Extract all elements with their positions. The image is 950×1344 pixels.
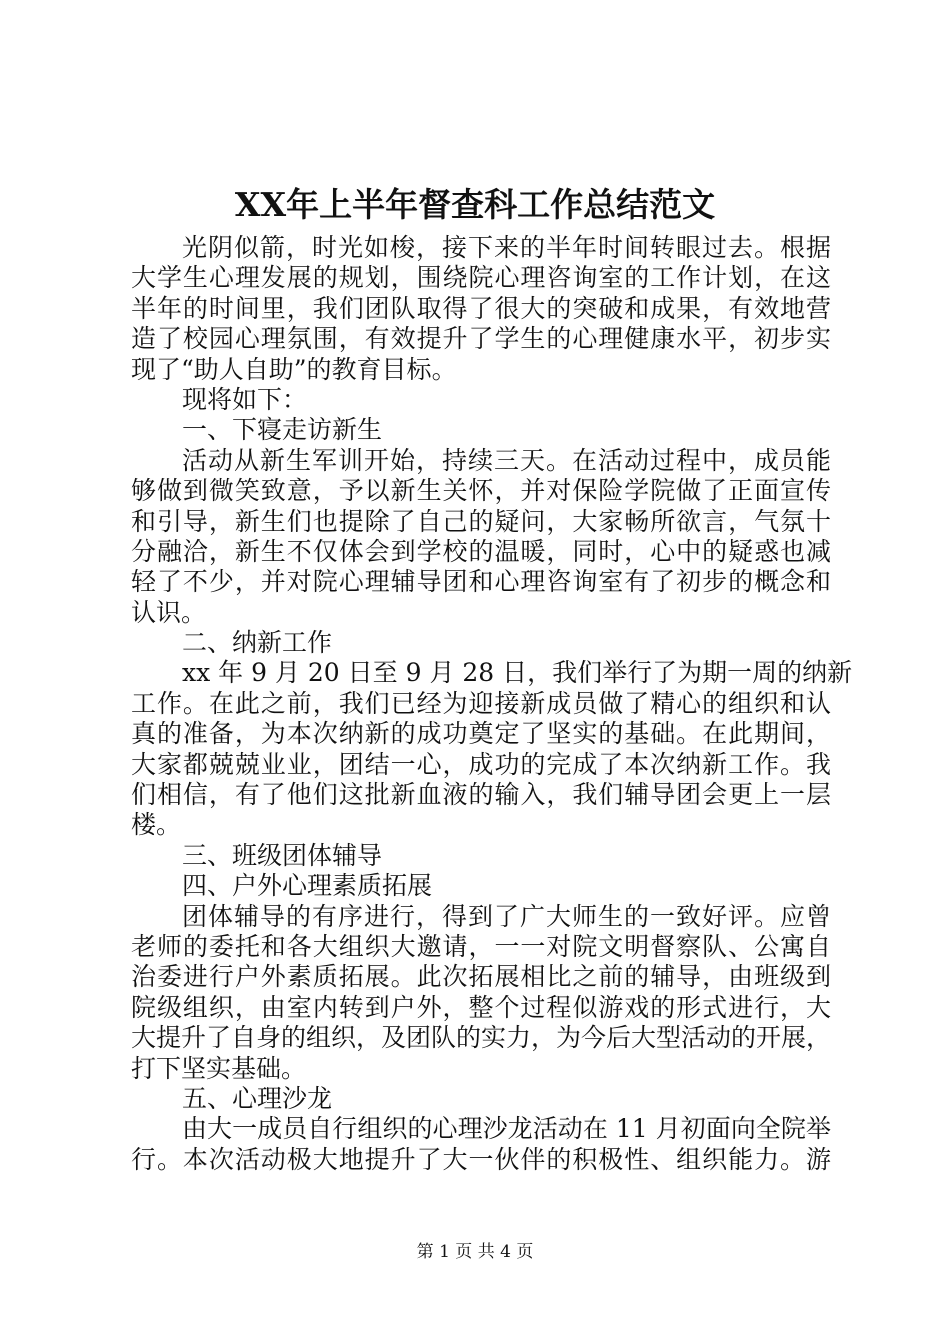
text-line: 工作。在此之前，我们已经为迎接新成员做了精心的组织和认 xyxy=(131,688,831,718)
text-line: 院级组织，由室内转到户外，整个过程似游戏的形式进行，大 xyxy=(131,992,831,1022)
text-line: 现将如下： xyxy=(182,384,308,414)
text-line: 打下坚实基础。 xyxy=(131,1053,307,1083)
text-line: 现了“助人自助”的教育目标。 xyxy=(131,354,457,384)
text-line: 够做到微笑致意，予以新生关怀，并对保险学院做了正面宣传 xyxy=(131,476,831,506)
text-line: 半年的时间里，我们团队取得了很大的突破和成果，有效地营 xyxy=(131,293,831,323)
text-line: xx 年 9 月 20 日至 9 月 28 日，我们举行了为期一周的纳新 xyxy=(182,658,853,688)
text-line: 老师的委托和各大组织大邀请，一一对院文明督察队、公寓自 xyxy=(131,931,831,961)
text-line: 大家都兢兢业业，团结一心，成功的完成了本次纳新工作。我 xyxy=(131,749,831,779)
text-line: 治委进行户外素质拓展。此次拓展相比之前的辅导，由班级到 xyxy=(131,962,831,992)
text-line: 五、心理沙龙 xyxy=(182,1083,333,1113)
text-line: 和引导，新生们也提除了自己的疑问，大家畅所欲言，气氛十 xyxy=(131,506,831,536)
text-line: 们相信，有了他们这批新血液的输入，我们辅导团会更上一层 xyxy=(131,780,831,810)
text-line: 一、下寝走访新生 xyxy=(182,415,383,445)
text-line: 四、户外心理素质拓展 xyxy=(182,871,433,901)
text-line: 认识。 xyxy=(131,597,207,627)
text-line: 大学生心理发展的规划，围绕院心理咨询室的工作计划，在这 xyxy=(131,263,831,293)
document-body xyxy=(131,233,853,1175)
text-line: 行。本次活动极大地提升了大一伙伴的积极性、组织能力。游 xyxy=(131,1144,831,1174)
text-line: 由大一成员自行组织的心理沙龙活动在 11 月初面向全院举 xyxy=(182,1114,831,1144)
text-line: 活动从新生军训开始，持续三天。在活动过程中，成员能 xyxy=(182,445,831,475)
text-line: 二、纳新工作 xyxy=(182,628,333,658)
text-line: 大提升了自身的组织，及团队的实力，为今后大型活动的开展， xyxy=(131,1023,832,1053)
document-title: XX年上半年督查科工作总结范文 xyxy=(234,185,716,224)
text-line: 造了校园心理氛围，有效提升了学生的心理健康水平，初步实 xyxy=(131,324,831,354)
text-line: 分融洽，新生不仅体会到学校的温暖，同时，心中的疑惑也减 xyxy=(131,536,831,566)
text-line: 团体辅导的有序进行，得到了广大师生的一致好评。应曾 xyxy=(182,901,831,931)
text-line: 楼。 xyxy=(131,810,182,840)
text-line: 光阴似箭，时光如梭，接下来的半年时间转眼过去。根据 xyxy=(182,233,831,262)
page-footer: 第 1 页 共 4 页 xyxy=(416,1242,534,1262)
text-line: 轻了不少，并对院心理辅导团和心理咨询室有了初步的概念和 xyxy=(131,567,831,597)
text-line: 三、班级团体辅导 xyxy=(182,840,383,870)
text-line: 真的准备，为本次纳新的成功奠定了坚实的基础。在此期间， xyxy=(131,719,831,749)
